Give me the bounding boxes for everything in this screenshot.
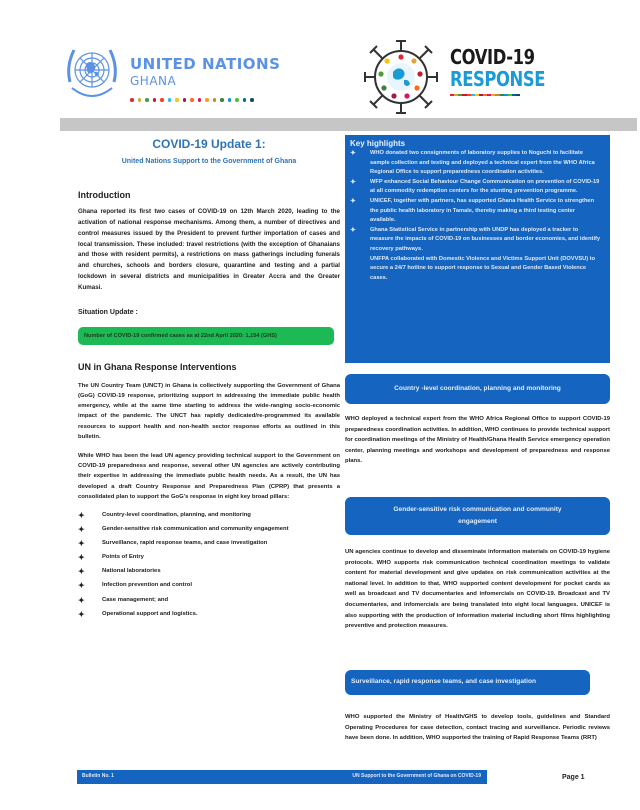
sdg-dot <box>160 98 164 102</box>
sdg-dot <box>183 98 187 102</box>
bullet-icon: ✦ <box>78 510 85 520</box>
pillar-label: Surveillance, rapid response teams, and case investigation <box>102 540 268 547</box>
section-heading-coordination: Country -level coordination, planning and monitoring <box>345 374 610 404</box>
un-logo-subtitle: GHANA <box>130 74 177 88</box>
highlight-text: Ghana Statistical Service in partnership with UNDP has deployed a tracker to measure the impacts of COVID-19 on businesses and border economies, and identify recovery pathways. <box>370 226 601 252</box>
highlight-item <box>350 178 602 197</box>
section-text-risk-communication: UN agencies continue to develop and disseminate information materials on COVID-19 hygiene protocols. WHO supports risk communication technical coordination meetings to validate content for material development and give updates on risk communication activities at the national level. In addition to that, WHO supported content development for pocket cards as well as broadcast and TV documentaries and infomercials on COVID-19. Broadcast and TV documentaries, and infomercials are being translated into eight local languages. UNICEF is also supporting with the production of information material including short films highlighting preventive and protection measures. <box>345 549 610 630</box>
section-text-coordination: WHO deployed a technical expert from the WHO Africa Regional Office to support COVID-19 preparedness coordination activities. In addition, WHO continues to provide technical support for coordination meetings of the Ministry of Health/Ghana Health Service emergency operation center, planning meetings and workshops and development of preparedness and response plans. <box>345 416 610 465</box>
situation-cases-box: Number of COVID-19 confirmed cases as at 22nd April 2020: 1,154 (GHS) <box>78 327 334 345</box>
bullet-icon: ✦ <box>78 609 85 619</box>
sdg-dot <box>190 98 194 102</box>
highlight-text: WHO donated two consignments of laboratory supplies to Noguchi to facilitate sample collection and testing and deployed a technical expert from the WHO Africa Regional Office to support preparedness coordination activities. <box>370 150 595 176</box>
page-header <box>0 0 640 118</box>
key-highlights-title: Key highlights <box>350 139 406 148</box>
sdg-dot <box>153 98 157 102</box>
bullet-icon: ✦ <box>350 226 356 234</box>
introduction-text: Ghana reported its first two cases of COVID-19 on 12th March 2020, leading to the activation of national response mechanisms. Among them, a number of directives and control measures issued by the President to prevent further importation of cases and local transmission. These included: travel restrictions (with the exception of Ghanaians and those with resident permits), a restrictions on mass gatherings including funerals and churches, schools and borders closure, quarantine and testing and a partial lockdown in several districts and municipalities in Greater Accra and the Greater Kumasi. <box>78 208 340 291</box>
sdg-dot <box>205 98 209 102</box>
interventions-paragraph-2: While WHO has been the lead UN agency providing technical support to the Government on COVID-19 preparedness and response, several other UN agencies are actively contributing their expertise in addressing the immediate public health needs. As a result, the UN has developed a draft Country Response and Preparedness Plan (CPRP) that presents a consolidated plan to support the GoG's response in eight key broad pillars: <box>78 452 340 500</box>
left-column <box>78 136 340 624</box>
sdg-dot <box>175 98 179 102</box>
sdg-color-dots <box>130 98 280 102</box>
un-emblem-icon <box>62 42 122 106</box>
bullet-icon: ✦ <box>78 595 85 605</box>
sdg-bar-segment <box>516 94 520 96</box>
pillar-label: National laboratories <box>102 568 161 575</box>
pillar-item <box>78 525 340 535</box>
bullet-icon: ✦ <box>78 581 85 591</box>
bullet-icon: ✦ <box>78 525 85 535</box>
bullet-icon: ✦ <box>350 178 356 186</box>
pillar-item <box>78 511 340 521</box>
covid-virus-globe-icon <box>360 36 442 118</box>
pillar-label: Infection prevention and control <box>102 582 192 589</box>
header-divider-band <box>60 118 637 131</box>
pillar-item <box>78 581 340 591</box>
covid-response-logo-text <box>450 46 566 96</box>
pillar-label: Points of Entry <box>102 554 144 561</box>
bullet-icon: ✦ <box>78 567 85 577</box>
pillar-item <box>78 539 340 549</box>
page-number: Page 1 <box>562 774 585 781</box>
pillar-item <box>78 610 340 620</box>
sdg-dot <box>228 98 232 102</box>
bullet-icon: ✦ <box>78 539 85 549</box>
pillar-label: Case management; and <box>102 596 169 603</box>
highlight-text: UNFPA collaborated with Domestic Violence and Victims Support Unit (DOVVSU) to secure a 24/7 hotline to support response to Sexual and Gender Based Violence cases. <box>370 255 596 281</box>
covid-logo-line1: COVID-19 <box>450 45 535 69</box>
footer-bar <box>77 770 487 784</box>
highlight-item <box>350 197 602 226</box>
pillar-item <box>78 553 340 563</box>
pillar-label: Country-level coordination, planning, and monitoring <box>102 511 251 518</box>
un-logo-title: UNITED NATIONS <box>130 55 281 73</box>
sdg-dot <box>243 98 247 102</box>
sdg-dot <box>220 98 224 102</box>
footer-bulletin-number: Bulletin No. 1 <box>82 773 114 779</box>
sdg-dot <box>168 98 172 102</box>
sdg-dot <box>213 98 217 102</box>
covid-logo-line2: RESPONSE <box>450 67 546 91</box>
pillars-list <box>78 511 340 619</box>
un-logo-text <box>130 55 280 102</box>
highlight-item <box>350 149 602 178</box>
interventions-paragraph-1: The UN Country Team (UNCT) in Ghana is collectively supporting the Government of Ghana (GoG) COVID-19 response, prioritizing support in addressing the immediate public health emergency, while at the same time starting to address the wide-ranging socio-economic impact of the pandemic. The UNCT has rapidly dedicated/re-programmed its available resources to support health and non-health sector response efforts as outlined in this bulletin. <box>78 382 340 440</box>
section-heading-surveillance: Surveillance, rapid response teams, and case investigation <box>345 670 590 695</box>
highlight-text: UNICEF, together with partners, has supported Ghana Health Service to strengthen the public health laboratory in Tamale, thereby making a third testing center available. <box>370 197 595 224</box>
sdg-dot <box>130 98 134 102</box>
pillar-item <box>78 596 340 606</box>
section-heading-risk-communication: Gender-sensitive risk communication and community engagement <box>345 497 610 535</box>
sdg-dot <box>138 98 142 102</box>
sdg-dot <box>198 98 202 102</box>
sdg-dot <box>235 98 239 102</box>
document-title: COVID-19 Update 1: <box>152 137 266 151</box>
sdg-dot <box>145 98 149 102</box>
sdg-dot <box>250 98 254 102</box>
bullet-icon: ✦ <box>350 150 356 157</box>
highlight-item <box>350 226 602 255</box>
bullet-icon: ✦ <box>350 197 356 205</box>
bullet-icon: ✦ <box>78 553 85 563</box>
section-text-surveillance: WHO supported the Ministry of Health/GHS to develop tools, guidelines and Standard Operating Procedures for case detection, contact tracing and surveillance. Periodic reviews have been done. In addition, WHO supported the training of Rapid Response Teams (RRT) <box>345 714 610 742</box>
highlight-item <box>350 255 602 284</box>
pillar-item <box>78 567 340 577</box>
pillar-label: Operational support and logistics. <box>102 610 198 617</box>
introduction-heading: Introduction <box>78 189 131 200</box>
interventions-heading: UN in Ghana Response Interventions <box>78 362 237 373</box>
footer-document-label: UN Support to the Government of Ghana on COVID-19 <box>352 773 481 779</box>
key-highlights-panel <box>345 135 610 363</box>
sdg-color-bar <box>450 94 520 96</box>
key-highlights-list <box>345 149 610 283</box>
document-subtitle: United Nations Support to the Government of Ghana <box>121 158 297 165</box>
highlight-text: WFP enhanced Social Behaviour Change Communication on prevention of COVID-19 at all commodity redemption centers for the stunting prevention programme. <box>370 178 600 195</box>
situation-heading: Situation Update : <box>78 308 138 316</box>
pillar-label: Gender-sensitive risk communication and community engagement <box>102 526 289 533</box>
